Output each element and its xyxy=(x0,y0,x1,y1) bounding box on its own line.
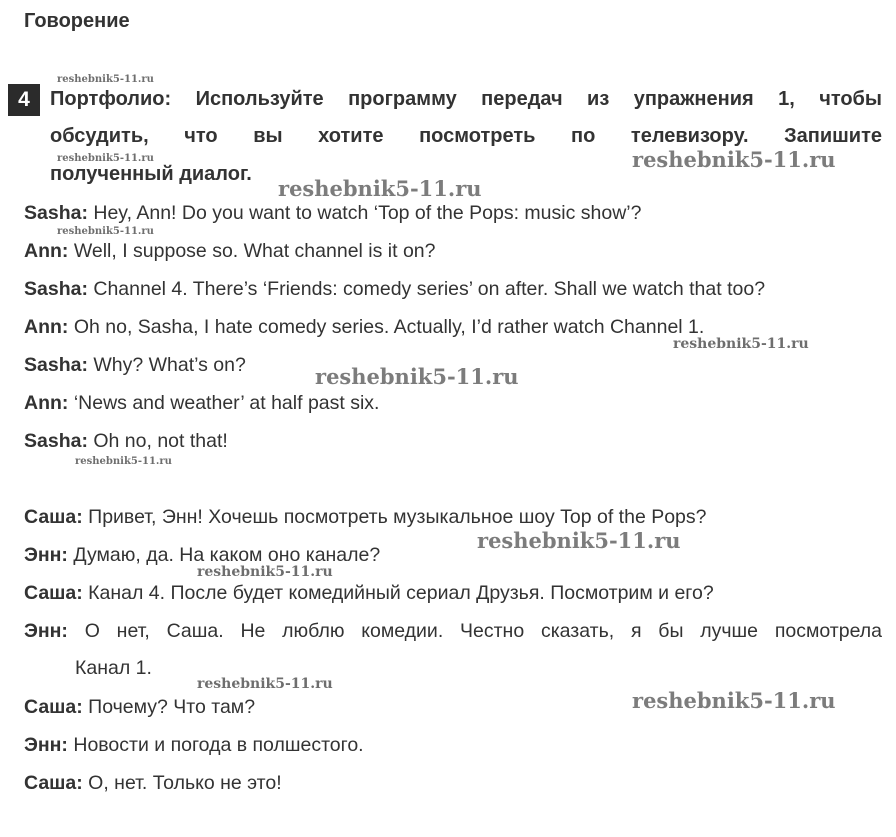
watermark: reshebnik5-11.ru xyxy=(75,456,172,467)
task-number-badge: 4 xyxy=(8,84,40,116)
speaker: Ann: xyxy=(24,392,69,414)
watermark: reshebnik5-11.ru xyxy=(278,176,482,201)
dialogue-line xyxy=(24,354,246,377)
watermark: reshebnik5-11.ru xyxy=(315,364,519,389)
dialogue-line xyxy=(24,696,255,719)
dialogue-line xyxy=(24,278,765,301)
dialogue-line xyxy=(24,202,641,225)
dialogue-line xyxy=(24,582,714,605)
dialogue-continuation: Канал 1. xyxy=(75,657,152,679)
utterance: Почему? Что там? xyxy=(82,696,256,718)
speaker: Sasha: xyxy=(24,202,88,224)
speaker: Саша: xyxy=(24,696,83,718)
dialogue-line xyxy=(24,240,436,263)
speaker: Саша: xyxy=(24,772,83,794)
speaker: Саша: xyxy=(24,506,83,528)
task-instruction-line: полученный диалог. xyxy=(50,163,252,185)
utterance: ‘News and weather’ at half past six. xyxy=(68,392,380,414)
watermark: reshebnik5-11.ru xyxy=(632,688,836,713)
speaker: Саша: xyxy=(24,582,83,604)
speaker: Энн: xyxy=(24,544,68,566)
utterance: О, нет. Только не это! xyxy=(82,772,282,794)
watermark: reshebnik5-11.ru xyxy=(632,147,836,172)
utterance: Новости и погода в полшестого. xyxy=(67,734,364,756)
speaker: Sasha: xyxy=(24,354,88,376)
utterance: Why? What’s on? xyxy=(87,354,246,376)
section-title: Говорение xyxy=(24,10,130,32)
dialogue-line xyxy=(24,620,882,643)
speaker: Ann: xyxy=(24,240,69,262)
utterance: Oh no, not that! xyxy=(87,430,228,452)
task-instruction-line: обсудить, что вы хотите посмотреть по телевизору. Запишите xyxy=(50,125,882,147)
utterance: Канал 4. После будет комедийный сериал Друзья. Посмотрим и его? xyxy=(82,582,714,604)
dialogue-line xyxy=(24,506,707,529)
dialogue-line xyxy=(24,734,364,757)
utterance: Well, I suppose so. What channel is it on? xyxy=(68,240,436,262)
watermark: reshebnik5-11.ru xyxy=(57,226,154,237)
watermark: reshebnik5-11.ru xyxy=(57,153,154,164)
watermark: reshebnik5-11.ru xyxy=(673,336,809,352)
dialogue-line xyxy=(24,392,379,415)
dialogue-line xyxy=(24,316,704,339)
utterance: Hey, Ann! Do you want to watch ‘Top of the Pops: music show’? xyxy=(87,202,642,224)
speaker: Sasha: xyxy=(24,430,88,452)
utterance: Channel 4. There’s ‘Friends: comedy series’ on after. Shall we watch that too? xyxy=(87,278,766,300)
watermark: reshebnik5-11.ru xyxy=(197,564,333,580)
watermark: reshebnik5-11.ru xyxy=(57,74,154,85)
dialogue-line xyxy=(24,430,228,453)
utterance: О нет, Саша. Не люблю комедии. Честно сказать, я бы лучше посмотрела xyxy=(67,620,882,642)
utterance: Думаю, да. На каком оно канале? xyxy=(67,544,381,566)
speaker: Ann: xyxy=(24,316,69,338)
speaker: Энн: xyxy=(24,734,68,756)
watermark: reshebnik5-11.ru xyxy=(197,676,333,692)
utterance: Привет, Энн! Хочешь посмотреть музыкальное шоу Top of the Pops? xyxy=(82,506,707,528)
dialogue-line xyxy=(24,772,282,795)
speaker: Энн: xyxy=(24,620,68,642)
utterance: Oh no, Sasha, I hate comedy series. Actually, I’d rather watch Channel 1. xyxy=(68,316,705,338)
task-instruction-line: Портфолио: Используйте программу передач из упражнения 1, чтобы xyxy=(50,88,882,110)
speaker: Sasha: xyxy=(24,278,88,300)
watermark: reshebnik5-11.ru xyxy=(477,528,681,553)
